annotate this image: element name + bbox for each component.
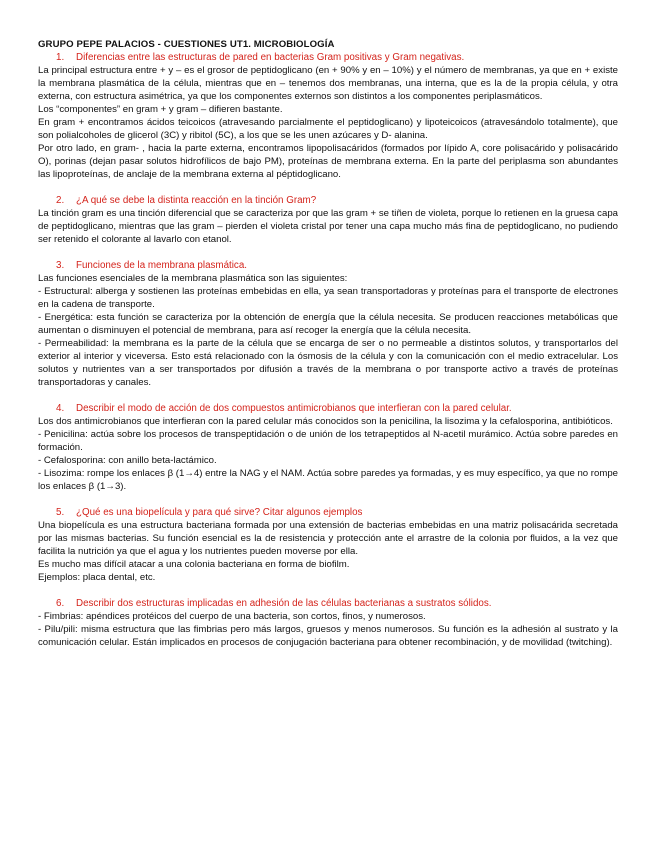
section-title-text: ¿A qué se debe la distinta reacción en la tinción Gram? xyxy=(76,195,317,206)
paragraph: - Pilu/pili: misma estructura que las fimbrias pero más largos, gruesos y menos numerosos. Su función es la adhesión al sustrato y la comunicación celular. Están implicados en procesos de conjugación bacteriana para obtener recombinación, y de movilidad (twitching). xyxy=(38,624,618,648)
spacer xyxy=(38,181,618,194)
document-header: GRUPO PEPE PALACIOS - CUESTIONES UT1. MICROBIOLOGÍA xyxy=(38,39,335,50)
section-number: 5. xyxy=(56,507,65,518)
spacer xyxy=(38,493,618,506)
section-1 xyxy=(38,51,618,181)
paragraph: Los dos antimicrobianos que interfieran con la pared celular más conocidos son la penicilina, la lisozima y la cefalosporina, antibióticos. xyxy=(38,416,613,427)
section-number: 1. xyxy=(56,52,65,63)
section-title xyxy=(38,51,618,64)
section-5 xyxy=(38,506,618,584)
section-6 xyxy=(38,597,618,649)
paragraph: Por otro lado, en gram- , hacia la parte externa, encontramos lipopolisacáridos (formados por lípido A, core polisacárido y polisacárido O), porinas (dejan pasar solutos hidrofílicos de bajo PM), proteínas de membrana externa. En la parte del periplasma son abundantes las lipoproteínas, de anclaje de la membrana externa al péptidoglicano. xyxy=(38,143,618,180)
section-title-text: Describir dos estructuras implicadas en adhesión de las células bacterianas a sustratos sólidos. xyxy=(76,598,492,609)
section-title-text: Funciones de la membrana plasmática. xyxy=(76,260,247,271)
paragraph: - Penicilina: actúa sobre los procesos de transpeptidación o de unión de los tetrapeptidos al N-acetil murámico. Actúa sobre paredes en formación. xyxy=(38,429,618,453)
section-title-text: ¿Qué es una biopelícula y para qué sirve? Citar algunos ejemplos xyxy=(76,507,363,518)
section-2 xyxy=(38,194,618,246)
section-title xyxy=(38,506,618,519)
paragraph: - Energética: esta función se caracteriza por la obtención de energía que la célula necesita. Se producen reacciones metabólicas que aumentan o disminuyen el potencial de membrana, para así recoger la energía que la célula necesita. xyxy=(38,312,618,336)
section-number: 6. xyxy=(56,598,65,609)
spacer xyxy=(38,584,618,597)
paragraph: - Cefalosporina: con anillo beta-lactámico. xyxy=(38,455,217,466)
section-title xyxy=(38,194,618,207)
paragraph: La principal estructura entre + y – es el grosor de peptidoglicano (en + 90% y en – 10%) y el número de membranas, ya que en + existe la membrana plasmática de la célula, mientras que en – tenemos dos membranas, una interna, que es la de la propia célula, y otra externa, con estructura asimétrica, ya que los componentes externos son distintos a los componentes periplasmáticos. xyxy=(38,65,618,102)
paragraph: Las funciones esenciales de la membrana plasmática son las siguientes: xyxy=(38,273,348,284)
section-4 xyxy=(38,402,618,493)
section-title-text: Diferencias entre las estructuras de pared en bacterias Gram positivas y Gram negativas. xyxy=(76,52,465,63)
section-title xyxy=(38,402,618,415)
paragraph: - Permeabilidad: la membrana es la parte de la célula que se encarga de ser o no permeable a distintos solutos, y transportarlos del exterior al interior y viceversa. Esto está relacionado con la ósmosis de la célula y con la comunicación con el medio extracelular. Los solutos y nutrientes van a ser transportados por difusión a través de la membrana o por transporte activo a través de proteínas transportadoras y canales. xyxy=(38,338,618,388)
spacer xyxy=(38,389,618,402)
paragraph: - Fimbrias: apéndices protéicos del cuerpo de una bacteria, son cortos, finos, y numerosos. xyxy=(38,611,426,622)
paragraph: La tinción gram es una tinción diferencial que se caracteriza por que las gram + se tiñen de violeta, porque lo retienen en la gruesa capa de peptidoglicano, mientras que las gram – pierden el violeta cristal por tener una capa mucho más fina de peptidoglicano, no pudiendo ser retenido el colorante al lavarlo con etanol. xyxy=(38,208,618,245)
paragraph: Los “componentes” en gram + y gram – difieren bastante. xyxy=(38,104,283,115)
paragraph: Es mucho mas difícil atacar a una colonia bacteriana en forma de biofilm. xyxy=(38,559,350,570)
paragraph: Una biopelícula es una estructura bacteriana formada por una extensión de bacterias embebidas en una matriz polisacárida secretada por las mismas bacterias. Su función esencial es la de resistencia y protección ante el arrastre de la colonia por fluidos, a la vez que facilita la nutrición ya que el agua y los nutrientes pueden moverse por ella. xyxy=(38,520,618,557)
paragraph: Ejemplos: placa dental, etc. xyxy=(38,572,156,583)
section-title-text: Describir el modo de acción de dos compuestos antimicrobianos que interfieran con la pared celular. xyxy=(76,403,512,414)
section-3 xyxy=(38,259,618,389)
section-title xyxy=(38,259,618,272)
spacer xyxy=(38,246,618,259)
paragraph: - Lisozima: rompe los enlaces β (1→4) entre la NAG y el NAM. Actúa sobre paredes ya formadas, y es muy específico, ya que no rompe los enlaces β (1→3). xyxy=(38,468,618,492)
section-number: 2. xyxy=(56,195,65,206)
section-number: 3. xyxy=(56,260,65,271)
paragraph: - Estructural: alberga y sostienen las proteínas embebidas en ella, ya sean transportadoras y proteínas para el transporte de electrones en la cadena de transporte. xyxy=(38,286,618,310)
section-title xyxy=(38,597,618,610)
section-number: 4. xyxy=(56,403,65,414)
document-page xyxy=(38,38,618,649)
paragraph: En gram + encontramos ácidos teicoicos (atravesando parcialmente el peptidoglicano) y lipoteicoicos (atravesándolo totalmente), que son polialcoholes de glicerol (3C) y ribitol (5C), a los que se les unen azúcares y D- alanina. xyxy=(38,117,618,141)
